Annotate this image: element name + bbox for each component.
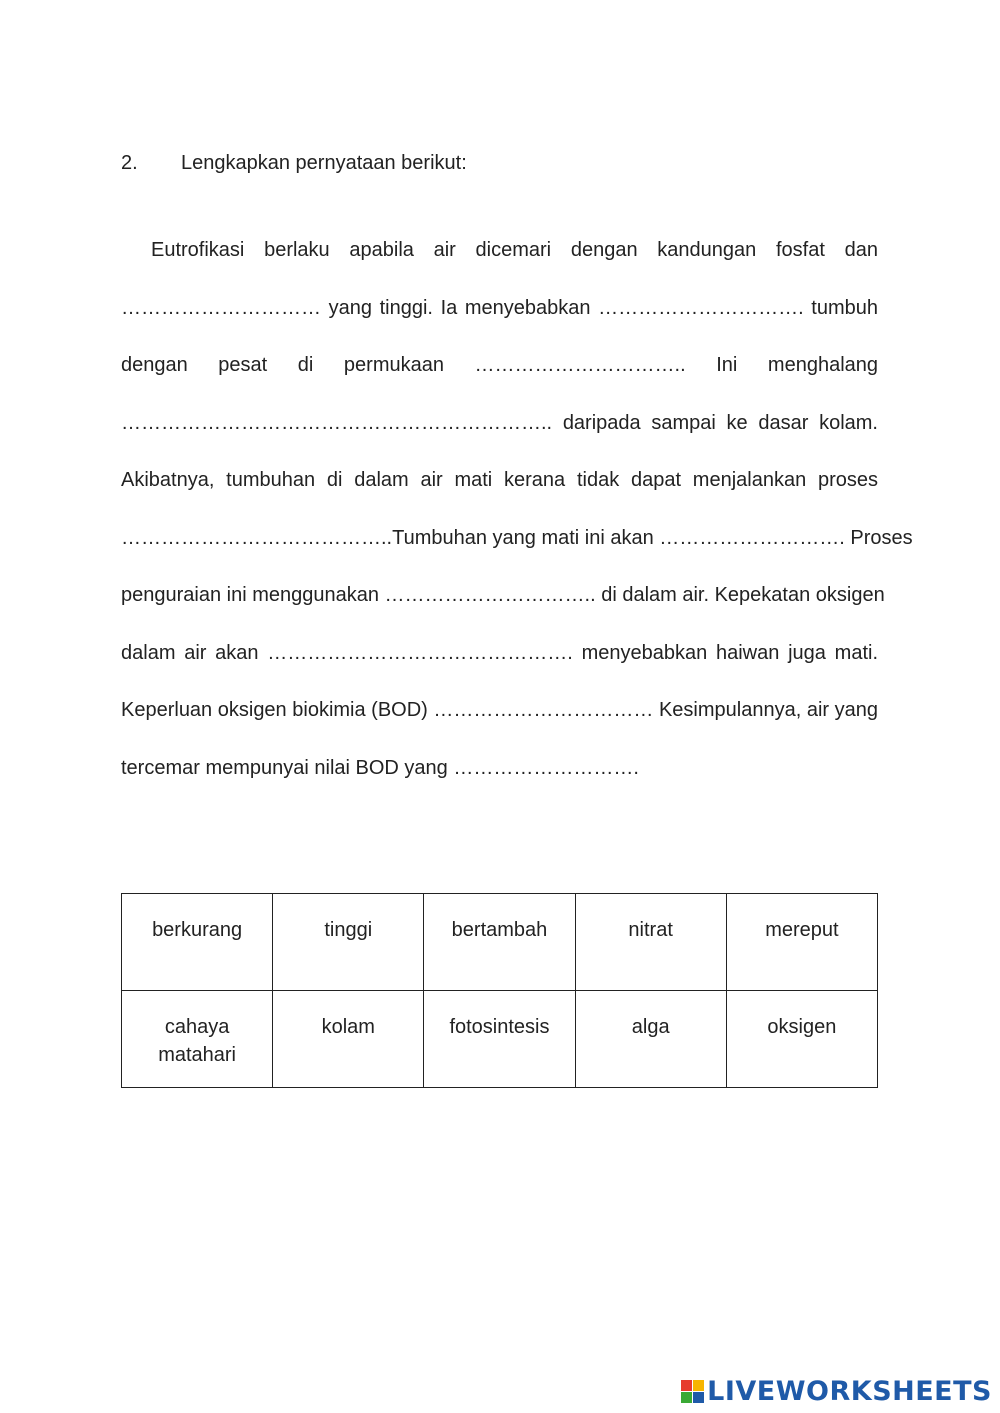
word-bank-cell: nitrat xyxy=(575,894,726,991)
word-bank-cell: bertambah xyxy=(424,894,575,991)
paragraph-line: Keperluan oksigen biokimia (BOD) …………………………… Kesimpulannya, air yang xyxy=(121,699,878,721)
word-bank-cell: mereput xyxy=(726,894,877,991)
paragraph-line: penguraian ini menggunakan ………………………….. di dalam air. Kepekatan oksigen xyxy=(121,584,885,606)
question-number: 2. xyxy=(121,152,138,174)
logo-square xyxy=(693,1392,704,1403)
logo-text: LIVEWORKSHEETS xyxy=(707,1376,992,1407)
paragraph-line: dalam air akan ………………………………………. menyebabkan haiwan juga mati. xyxy=(121,641,878,664)
question-instruction: Lengkapkan pernyataan berikut: xyxy=(181,152,467,174)
word-bank-cell: cahaya matahari xyxy=(122,991,273,1088)
logo-square xyxy=(681,1380,692,1391)
question-heading xyxy=(121,150,467,176)
paragraph-line: Eutrofikasi berlaku apabila air dicemari dengan kandungan fosfat dan xyxy=(151,239,878,261)
fill-in-paragraph xyxy=(121,228,913,803)
word-bank-row xyxy=(122,894,878,991)
word-bank-cell: oksigen xyxy=(726,991,877,1088)
liveworksheets-logo xyxy=(681,1376,992,1407)
word-bank-cell: fotosintesis xyxy=(424,991,575,1088)
paragraph-line: tercemar mempunyai nilai BOD yang ………………………. xyxy=(121,756,639,779)
word-bank-cell: berkurang xyxy=(122,894,273,991)
logo-square xyxy=(681,1392,692,1403)
word-bank-cell: alga xyxy=(575,991,726,1088)
logo-square xyxy=(693,1380,704,1391)
word-bank-cell: tinggi xyxy=(273,894,424,991)
logo-squares-icon xyxy=(681,1380,704,1403)
word-bank-table xyxy=(121,893,878,1088)
paragraph-line: dengan pesat di permukaan ………………………….. Ini menghalang xyxy=(121,354,878,376)
paragraph-line: …………………………………..Tumbuhan yang mati ini akan ………………………. Proses xyxy=(121,526,913,549)
paragraph-line: ……………………………………………………….. daripada sampai ke dasar kolam. xyxy=(121,411,878,434)
paragraph-line: Akibatnya, tumbuhan di dalam air mati kerana tidak dapat menjalankan proses xyxy=(121,469,878,491)
word-bank-row xyxy=(122,991,878,1088)
paragraph-line: ………………………… yang tinggi. Ia menyebabkan …………………………. tumbuh xyxy=(121,296,878,319)
word-bank-cell: kolam xyxy=(273,991,424,1088)
